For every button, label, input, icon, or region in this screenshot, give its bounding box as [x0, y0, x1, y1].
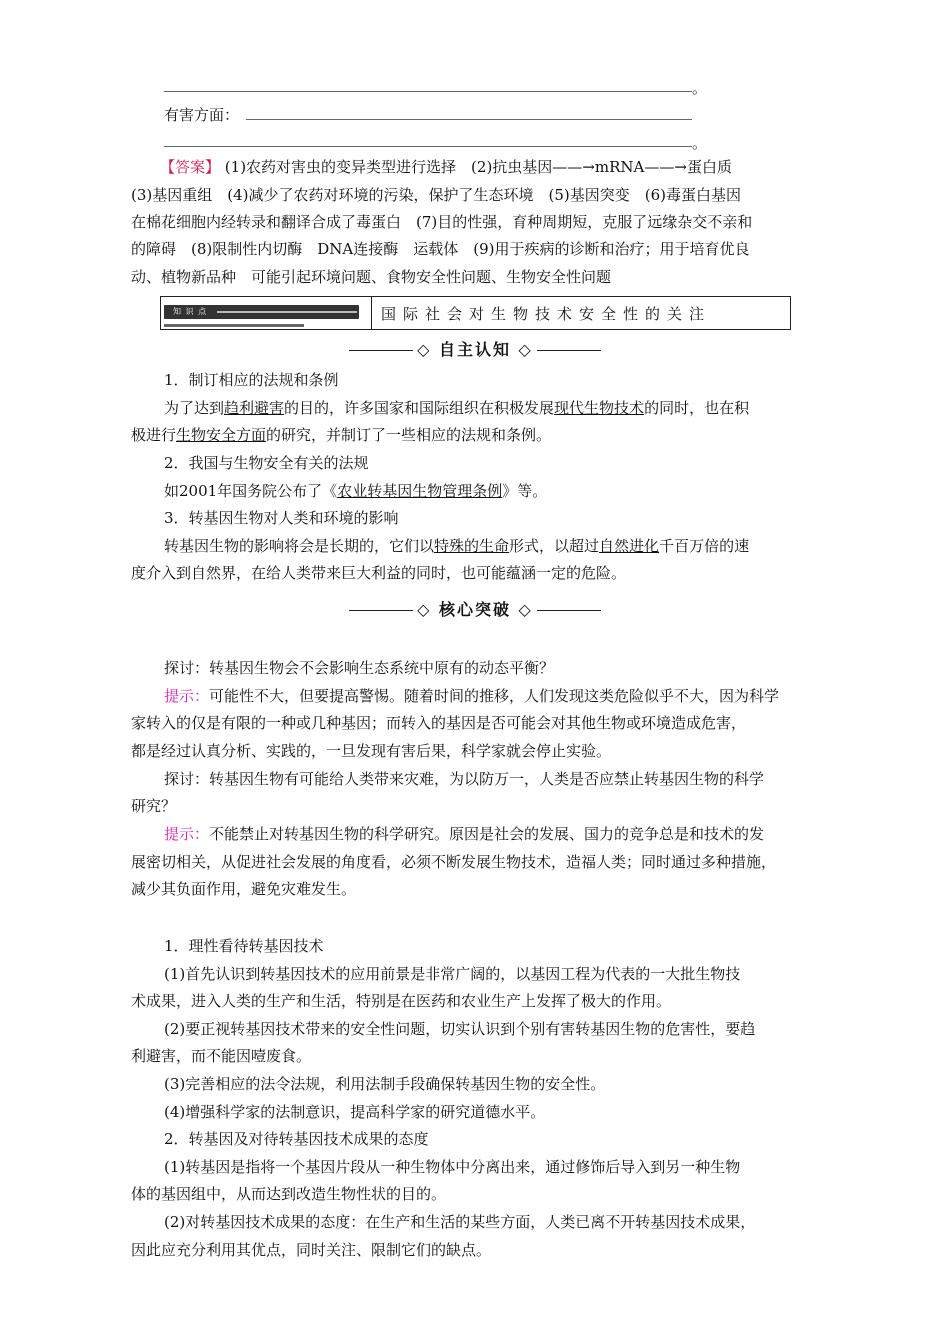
- answer-line-5: 动、植物新品种 可能引起环境问题、食物安全性问题、生物安全性问题: [131, 268, 612, 286]
- summary-item-5b: 体的基因组中，从而达到改造生物性状的目的。: [131, 1185, 447, 1203]
- summary-item-1a: (1)首先认识到转基因技术的应用前景是非常广阔的，以基因工程为代表的一大批生物技: [164, 965, 741, 983]
- self-paragraph-1b: 极进行生物安全方面的研究，并制订了一些相应的法规和条例。: [131, 426, 552, 444]
- section-title-self: ◇ 自主认知 ◇: [0, 337, 950, 360]
- self-heading-3: 3．转基因生物对人类和环境的影响: [164, 509, 399, 527]
- summary-heading-1: 1．理性看待转基因技术: [164, 937, 324, 955]
- answer-line-2: (3)基因重组 (4)减少了农药对环境的污染，保护了生态环境 (5)基因突变 (6)毒蛋白基因: [131, 186, 741, 204]
- summary-item-6b: 因此应充分利用其优点，同时关注、限制它们的缺点。: [131, 1241, 492, 1259]
- self-heading-1: 1．制订相应的法规和条例: [164, 371, 339, 389]
- hint-label: 提示：: [164, 687, 210, 705]
- summary-item-3: (3)完善相应的法令法规，利用法制手段确保转基因生物的安全性。: [164, 1075, 606, 1093]
- core-answer-2c: 减少其负面作用，避免灾难发生。: [131, 880, 357, 898]
- summary-item-2b: 利避害，而不能因噎废食。: [131, 1047, 312, 1065]
- arrow-icon: ——→: [644, 158, 687, 176]
- knowledge-point-box: [160, 296, 791, 330]
- answer-tag: 【答案】: [160, 158, 221, 176]
- core-answer-2b: 展密切相关，从促进社会发展的角度看，必须不断发展生物技术，造福人类；同时通过多种措施，: [131, 853, 777, 871]
- harm-label: 有害方面：: [164, 106, 240, 124]
- answer-line-3: 在棉花细胞内经转录和翻译合成了毒蛋白 (7)目的性强，育种周期短，克服了远缘杂交不亲和: [131, 213, 753, 231]
- core-answer-1b: 家转入的仅是有限的一种或几种基因；而转入的基因是否可能会对其他生物或环境造成危害，: [131, 714, 747, 732]
- core-answer-1c: 都是经过认真分析、实践的，一旦发现有害后果，科学家就会停止实验。: [131, 742, 612, 760]
- summary-item-1b: 术成果，进入人类的生产和生活，特别是在医药和农业生产上发挥了极大的作用。: [131, 992, 672, 1010]
- core-question-2b: 研究？: [131, 797, 177, 815]
- end-mark: 。: [692, 79, 708, 97]
- knowledge-point-tag: 知 识 点: [161, 297, 372, 329]
- core-answer-2a: 提示：不能禁止对转基因生物的科学研究。原因是社会的发展、国力的竞争总是和技术的发: [164, 825, 765, 843]
- hint-label: 提示：: [164, 825, 210, 843]
- self-paragraph-2: 如2001年国务院公布了《农业转基因生物管理条例》等。: [164, 482, 548, 500]
- knowledge-point-title: 国际社会对生物技术安全性的关注: [381, 305, 712, 323]
- self-paragraph-3b: 度介入到自然界，在给人类带来巨大利益的同时，也可能蕴涵一定的危险。: [131, 564, 627, 582]
- core-answer-1a: 提示：可能性不大，但要提高警惕。随着时间的推移，人们发现这类危险似乎不大，因为科学: [164, 687, 780, 705]
- self-paragraph-1a: 为了达到趋利避害的目的，许多国家和国际组织在积极发展现代生物技术的同时，也在积: [164, 399, 750, 417]
- core-question-2a: 探讨：转基因生物有可能给人类带来灾难，为以防万一，人类是否应禁止转基因生物的科学: [164, 770, 765, 788]
- summary-item-4: (4)增强科学家的法制意识，提高科学家的研究道德水平。: [164, 1103, 546, 1121]
- answer-blank-line-1: [164, 91, 692, 92]
- end-mark: 。: [692, 134, 708, 152]
- self-heading-2: 2．我国与生物安全有关的法规: [164, 454, 369, 472]
- summary-item-5a: (1)转基因是指将一个基因片段从一种生物体中分离出来，通过修饰后导入到另一种生物: [164, 1158, 741, 1176]
- summary-item-2a: (2)要正视转基因技术带来的安全性问题，切实认识到个别有害转基因生物的危害性，要趋: [164, 1020, 756, 1038]
- summary-heading-2: 2．转基因及对待转基因技术成果的态度: [164, 1130, 429, 1148]
- answer-blank-line-2: [246, 119, 692, 120]
- core-question-1: 探讨：转基因生物会不会影响生态系统中原有的动态平衡？: [164, 659, 555, 677]
- arrow-icon: ——→: [552, 158, 595, 176]
- answer-line-4: 的障碍 (8)限制性内切酶 DNA连接酶 运载体 (9)用于疾病的诊断和治疗；用于培育优良: [131, 240, 750, 258]
- summary-item-6a: (2)对转基因技术成果的态度：在生产和生活的某些方面，人类已离不开转基因技术成果，: [164, 1213, 756, 1231]
- section-title-core: ◇ 核心突破 ◇: [0, 597, 950, 620]
- answer-line-1: 【答案】 (1)农药对害虫的变异类型进行选择 (2)抗虫基因——→mRNA——→蛋白质: [160, 158, 732, 176]
- answer-blank-line-3: [164, 146, 692, 147]
- self-paragraph-3a: 转基因生物的影响将会是长期的，它们以特殊的生命形式，以超过自然进化千百万倍的速: [164, 537, 750, 555]
